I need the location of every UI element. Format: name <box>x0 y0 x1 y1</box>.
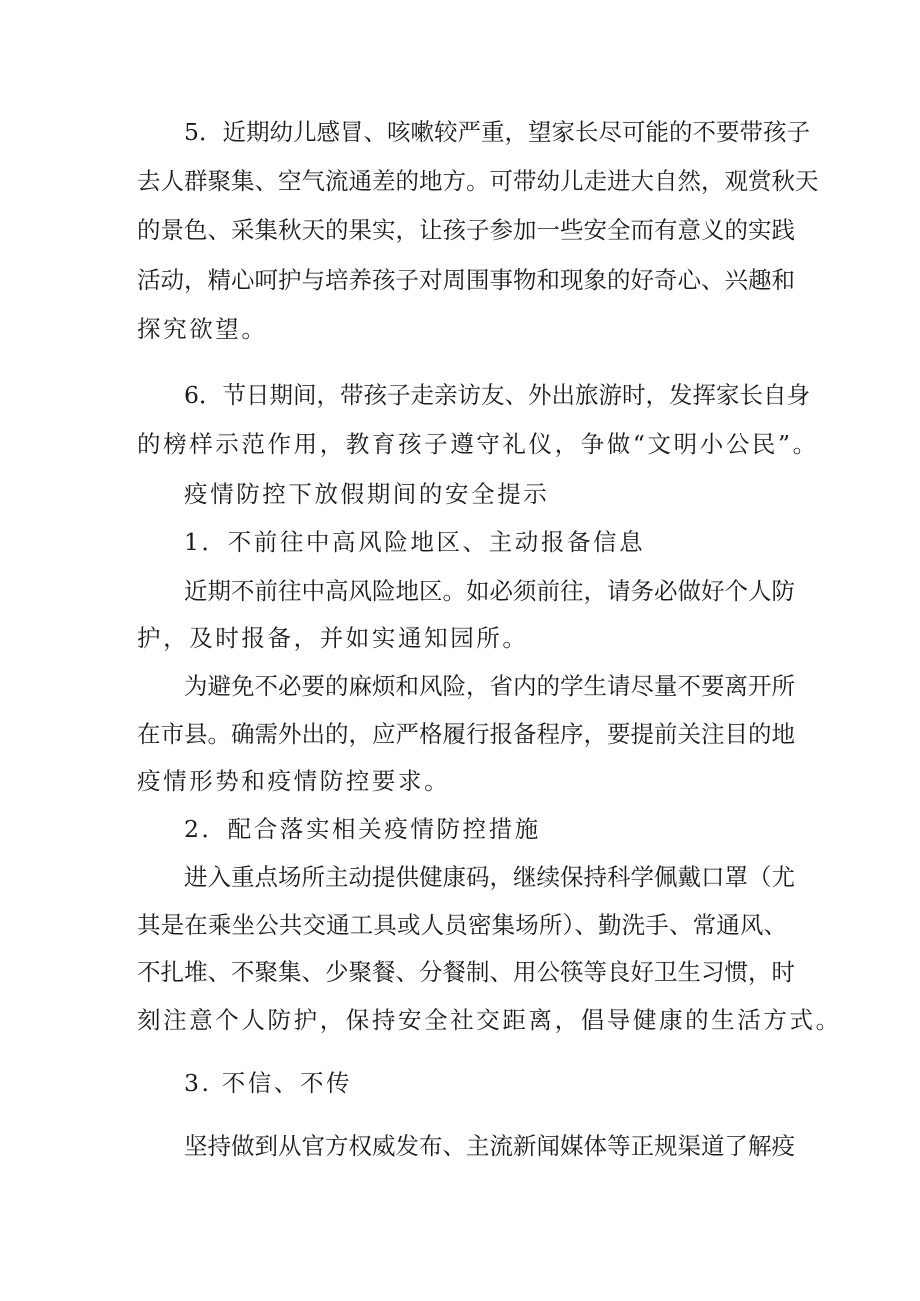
paragraph-5-line-2: 去人群聚集、空气流通差的地方。可带幼儿走进大自然，观赏秋天 <box>137 167 819 195</box>
paragraph-5-line-5: 探究欲望。 <box>137 315 268 343</box>
heading-2-paragraph-line-3: 不扎堆、不聚集、少聚餐、分餐制、用公筷等良好卫生习惯，时 <box>137 958 795 986</box>
paragraph-5-line-1: 5．近期幼儿感冒、咳嗽较严重，望家长尽可能的不要带孩子 <box>184 118 810 146</box>
heading-1-paragraph-b-line-1: 为避免不必要的麻烦和风险，省内的学生请尽量不要离开所 <box>184 672 795 700</box>
paragraph-5-line-4: 活动，精心呵护与培养孩子对周围事物和现象的好奇心、兴趣和 <box>137 266 795 294</box>
section-title: 疫情防控下放假期间的安全提示 <box>184 480 550 508</box>
heading-1-paragraph-a-line-2: 护，及时报备，并如实通知园所。 <box>137 624 529 652</box>
heading-3-paragraph-line-1: 坚持做到从官方权威发布、主流新闻媒体等正规渠道了解疫 <box>184 1132 795 1160</box>
paragraph-6-line-1: 6．节日期间，带孩子走亲访友、外出旅游时，发挥家长自身 <box>184 381 810 409</box>
heading-1-paragraph-b-line-3: 疫情形势和疫情防控要求。 <box>137 767 451 795</box>
heading-2-paragraph-line-2: 其是在乘坐公共交通工具或人员密集场所）、勤洗手、常通风、 <box>137 911 787 939</box>
paragraph-5-line-3: 的景色、采集秋天的果实，让孩子参加一些安全而有意义的实践 <box>137 216 795 244</box>
paragraph-6-line-2: 的榜样示范作用，教育孩子遵守礼仪，争做“文明小公民”。 <box>137 430 819 458</box>
heading-2-paragraph-line-4: 刻注意个人防护，保持安全社交距离，倡导健康的生活方式。 <box>137 1006 842 1034</box>
heading-2: 2．配合落实相关疫情防控措施 <box>184 815 541 843</box>
heading-3: 3. 不信、不传 <box>184 1069 353 1097</box>
heading-1: 1．不前往中高风险地区、主动报备信息 <box>184 528 646 556</box>
heading-1-paragraph-b-line-2: 在市县。确需外出的，应严格履行报备程序，要提前关注目的地 <box>137 720 795 748</box>
heading-1-paragraph-a-line-1: 近期不前往中高风险地区。如必须前往，请务必做好个人防 <box>184 577 795 605</box>
heading-2-paragraph-line-1: 进入重点场所主动提供健康码，继续保持科学佩戴口罩（尤 <box>184 863 795 891</box>
